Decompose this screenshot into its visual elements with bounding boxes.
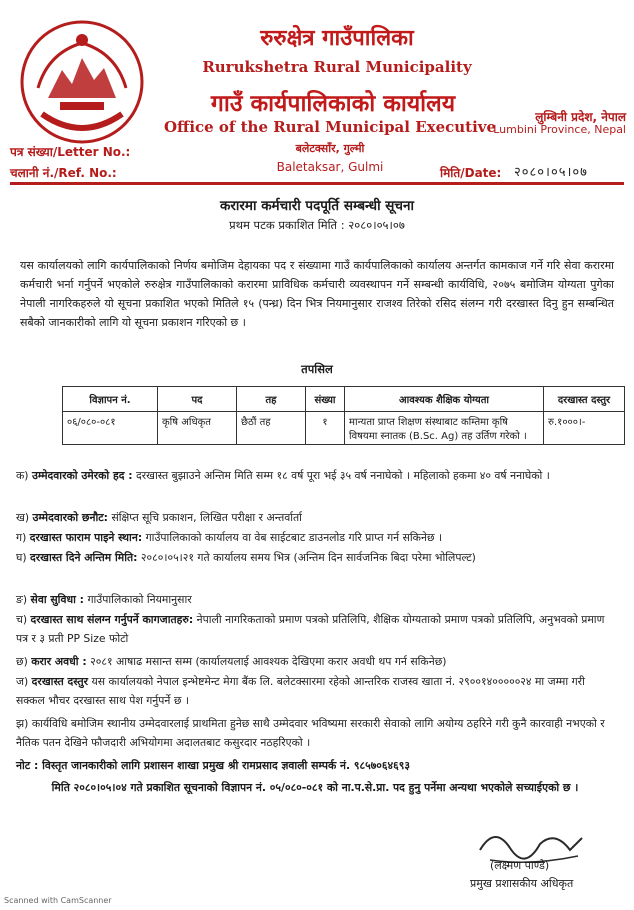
col-header: दरखास्त दस्तुर [544, 387, 625, 412]
col-header: तह [237, 387, 306, 412]
contact-note: नोट : विस्तृत जानकारीको लागि प्रशासन शाखा प्रमुख श्री रामप्रसाद ज्ञवाली सम्पर्क नं. ९८५७०६४६९३ [16, 759, 410, 772]
notice-intro: यस कार्यालयको लागि कार्यपालिकाको निर्णय बमोजिम देहायका पद र संख्यामा गाउँ कार्यपालिकाको कार्यालय अन्तर्गत कामकाज गर्ने गरि सेवा करारमा कर्मचारी भर्ना गर्नुपर्ने भएकोले रुरुक्षेत्र गाउँपालिकाको करारमा प्राविधिक कर्मचारी व्यवस्थापन गर्ने सम्बन्धी कार्यविधि, २०७५ बमोजिम योग्यता पुगेका नेपाली नागरिकहरुले यो सूचना प्रकाशित भएको मितिले १५ (पन्ध्र) दिन भित्र नियमानुसार राजश्व तिरेको रसिद संलग्न गरी दरखास्त दिनु हुन सम्बन्धित सबैको जानकारीको लागि यो सूचना प्रकाशन गरिएको छ । [20, 259, 614, 329]
province-en: Lumbini Province, Nepal [493, 123, 626, 136]
scanner-footer: Scanned with CamScanner [4, 896, 112, 905]
condition-item: घ) दरखास्त दिने अन्तिम मिति: २०८०।०५।२१ गते कार्यालय समय भित्र (अन्तिम दिन सार्वजनिक बिदा परेमा भोलिपल्ट) [16, 551, 476, 564]
ref-no-label: चलानी नं./Ref. No.: [10, 166, 117, 180]
address-np: बलेटक्साँर, गुल्मी [295, 142, 365, 155]
table-cell: १ [306, 412, 345, 445]
table-cell: रु.१०००।- [544, 412, 625, 445]
signatory-designation: प्रमुख प्रशासकीय अधिकृत [470, 877, 574, 890]
office-name-en: Office of the Rural Municipal Executive [163, 118, 497, 136]
signatory-name: (लक्ष्मण पाण्डे) [490, 859, 550, 872]
condition-item: ज) दरखास्त दस्तुर यस कार्यालयको नेपाल इन्भेष्टमेन्ट मेगा बैंक लि. बलेटक्सारमा रहेको आन्तरिक राजस्व खाता नं. २९००१४०००००२४ मा जम्मा गरी सक्कल भौचर दरखास्त साथ पेश गर्नुपर्ने छ । [16, 675, 585, 707]
col-header: पद [158, 387, 237, 412]
table-cell: मान्यता प्राप्त शिक्षण संस्थाबाट कम्तिमा कृषि विषयमा स्नातक (B.Sc. Ag) तह उर्तिण गरेको । [345, 412, 544, 445]
table-cell: ०६/०८०-०८१ [63, 412, 158, 445]
condition-item: च) दरखास्त साथ संलग्न गर्नुपर्ने कागजातहरु: नेपाली नागरिकताको प्रमाण पत्रको प्रतिलिपि, शैक्षिक योग्यताको प्रमाण पत्रको प्रतिलिपि, अनुभवको प्रमाण पत्र र ३ प्रती PP Size फोटो [16, 613, 605, 645]
header-divider [10, 182, 624, 185]
details-heading: तपसिल [301, 362, 333, 376]
condition-item: क) उम्मेदवारको उमेरको हद : दरखास्त बुझाउने अन्तिम मिति सम्म १८ वर्ष पूरा भई ३५ वर्ष ननाघेको । महिलाको हकमा ४० वर्ष ननाघेको । [16, 469, 550, 482]
date-label: मिति/Date: [440, 166, 502, 180]
condition-item: ङ) सेवा सुविधा : गाउँपालिकाको नियमानुसार [16, 593, 192, 606]
letter-no-label: पत्र संख्या/Letter No.: [10, 145, 131, 159]
province-np: लुम्बिनी प्रदेश, नेपाल [535, 110, 626, 124]
published-date: प्रथम पटक प्रकाशित मिति : २०८०।०५।०७ [229, 218, 405, 232]
table-cell: छैठौं तह [237, 412, 306, 445]
table-header-row [63, 387, 625, 412]
condition-item: ग) दरखास्त फाराम पाइने स्थान: गाउँपालिकाको कार्यालय वा वेब साईटबाट डाउनलोड गरि प्राप्त गर्न सकिनेछ । [16, 531, 443, 544]
address-en: Baletaksar, Gulmi [276, 160, 384, 174]
col-header: संख्या [306, 387, 345, 412]
office-name-np: गाउँ कार्यपालिकाको कार्यालय [210, 91, 456, 117]
condition-item: झ) कार्यविधि बमोजिम स्थानीय उम्मेदवारलाई प्राथमिता हुनेछ साथै उम्मेदवार भविष्यमा सरकारी सेवाको लागि अयोग्य ठहरिने गरी कुनै कारवाही नभएको र नैतिक पतन देखिने फौजदारी अभियोगमा अदालतबाट कसुरदार नठहरिएको । [16, 717, 605, 749]
municipality-emblem [18, 18, 146, 146]
table-cell: कृषि अधिकृत [158, 412, 237, 445]
correction-note: मिति २०८०।०५।०४ गते प्रकाशित सूचनाको विज्ञापन नं. ०५/०८०-०८१ को ना.प.से.प्रा. पद हुनु पर्नेमा अन्यथा भएकोले सच्याईएको छ । [51, 781, 579, 794]
date-value: २०८०।०५।०७ [514, 165, 588, 180]
notice-title: करारमा कर्मचारी पदपूर्ति सम्बन्धी सूचना [220, 198, 414, 214]
vacancy-table [62, 386, 625, 445]
table-row [63, 412, 625, 445]
col-header: आवश्यक शैक्षिक योग्यता [345, 387, 544, 412]
municipality-name-en: Rurukshetra Rural Municipality [202, 58, 472, 76]
municipality-name-np: रुरुक्षेत्र गाउँपालिका [260, 26, 414, 51]
col-header: विज्ञापन नं. [63, 387, 158, 412]
condition-item: ख) उम्मेदवारको छनौट: संक्षिप्त सूचि प्रकाशन, लिखित परीक्षा र अन्तर्वार्ता [16, 511, 302, 524]
condition-item: छ) करार अवधी : २०८१ आषाढ मसान्त सम्म (कार्यालयलाई आवश्यक देखिएमा करार अवधी थप गर्न सकिनेछ) [16, 655, 447, 668]
